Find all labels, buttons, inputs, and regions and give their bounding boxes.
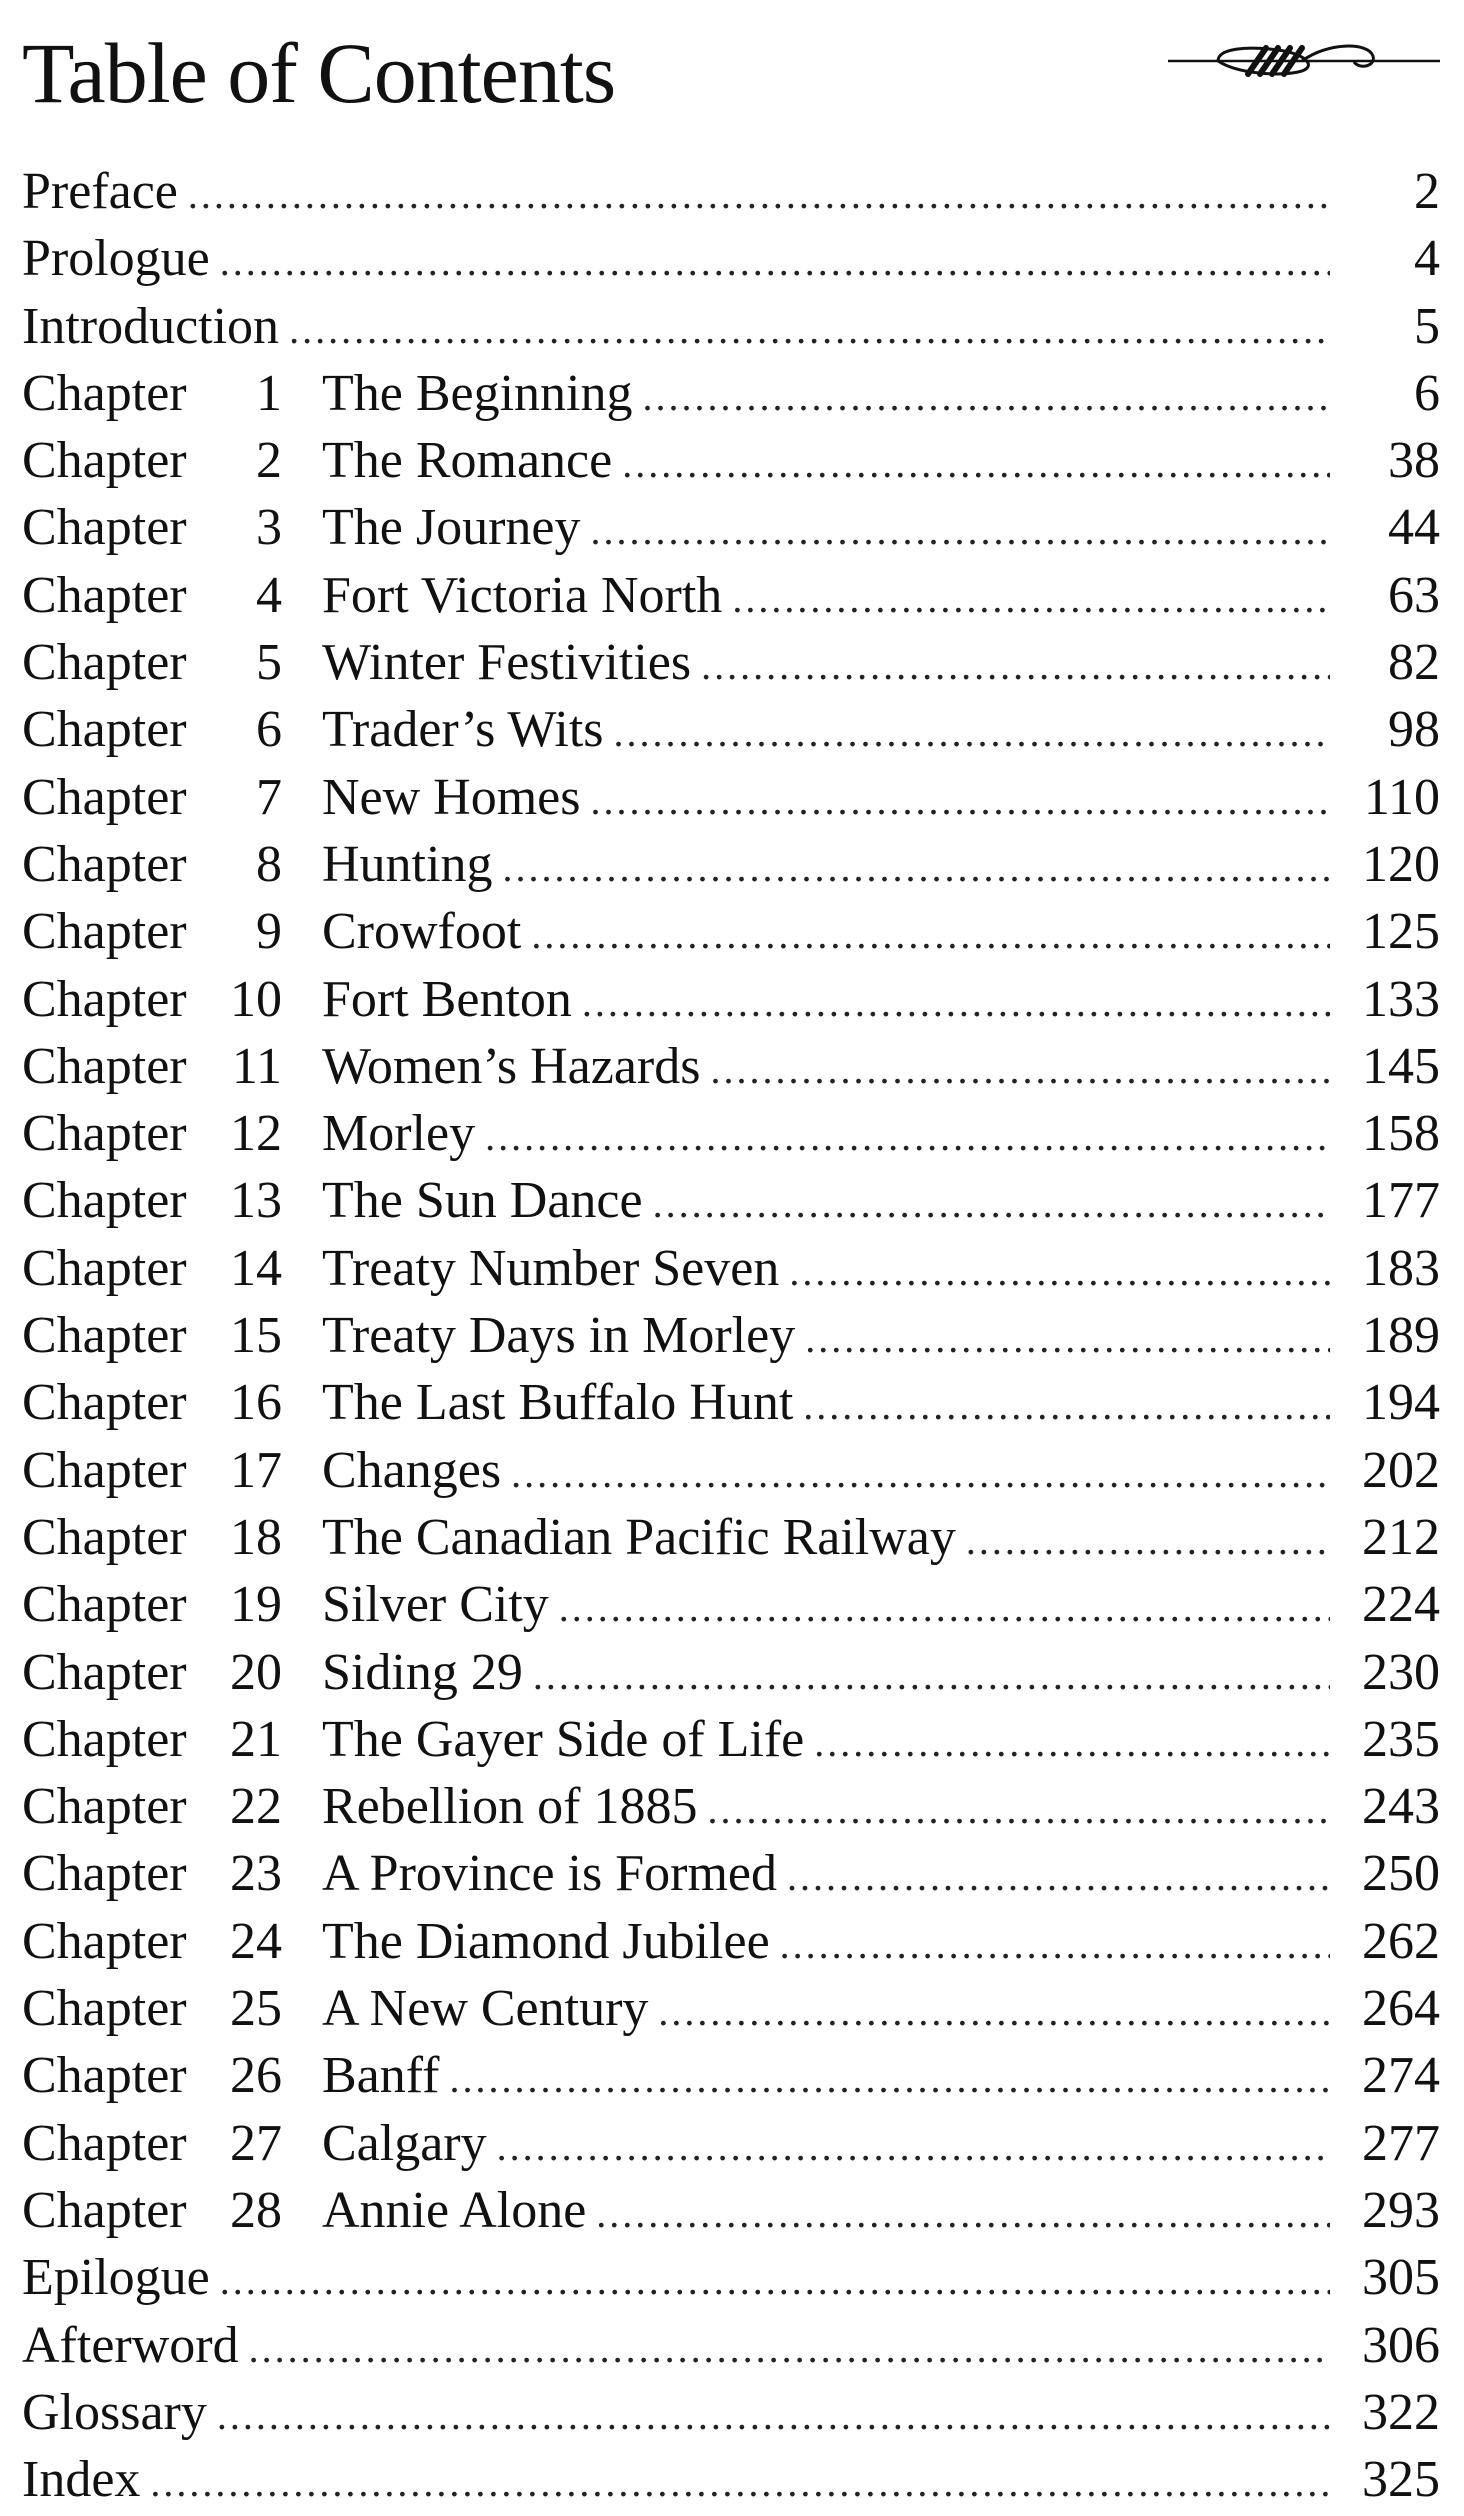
toc-entry (22, 1706, 1440, 1773)
toc-entry (22, 494, 1440, 561)
toc-entry (22, 360, 1440, 427)
dot-leader (966, 1507, 1330, 1574)
entry-title: The Sun Dance (322, 1172, 643, 1230)
chapter-word: Chapter (22, 2047, 187, 2105)
entry-title: Treaty Days in Morley (322, 1307, 796, 1365)
toc-list (22, 158, 1440, 2513)
page-number: 38 (1388, 432, 1440, 490)
chapter-label (22, 427, 322, 494)
entry-title: Hunting (322, 835, 493, 893)
toc-entry (22, 2244, 1440, 2311)
chapter-number: 1 (256, 364, 282, 422)
entry-title: Rebellion of 1885 (322, 1778, 698, 1836)
chapter-word: Chapter (22, 1508, 187, 1566)
dot-leader (220, 2247, 1330, 2314)
page-number: 224 (1362, 1576, 1440, 1634)
chapter-number: 9 (256, 903, 282, 961)
chapter-number: 21 (230, 1710, 282, 1768)
entry-title: Siding 29 (322, 1643, 523, 1701)
chapter-word: Chapter (22, 768, 187, 826)
entry-title: Calgary (322, 2114, 487, 2172)
dot-leader (653, 1170, 1330, 1237)
dot-leader (732, 565, 1330, 632)
page-number: 325 (1362, 2451, 1440, 2509)
entry-title: Morley (322, 1105, 476, 1163)
entry-title: Fort Victoria North (322, 566, 723, 624)
chapter-label (22, 360, 322, 427)
chapter-word: Chapter (22, 701, 187, 759)
chapter-number: 20 (230, 1643, 282, 1701)
chapter-label (22, 1100, 322, 1167)
dot-leader (803, 1372, 1330, 1439)
chapter-label (22, 1975, 322, 2042)
entry-title: Epilogue (22, 2249, 210, 2307)
dot-leader (701, 632, 1330, 699)
toc-entry (22, 1302, 1440, 1369)
dot-leader (497, 2113, 1330, 2180)
entry-title: Treaty Number Seven (322, 1239, 780, 1297)
chapter-word: Chapter (22, 1037, 187, 1095)
chapter-word: Chapter (22, 1441, 187, 1499)
entry-title: Fort Benton (322, 970, 572, 1028)
entry-title: The Romance (322, 432, 613, 490)
toc-entry (22, 562, 1440, 629)
page-title: Table of Contents (22, 25, 616, 121)
entry-title: Banff (322, 2047, 440, 2105)
dot-leader (643, 363, 1330, 430)
chapter-label (22, 2177, 322, 2244)
toc-entry (22, 966, 1440, 1033)
toc-page (22, 0, 1440, 2509)
entry-title: Annie Alone (322, 2181, 587, 2239)
chapter-number: 8 (256, 835, 282, 893)
page-number: 2 (1414, 163, 1440, 220)
chapter-number: 23 (230, 1845, 282, 1903)
dot-leader (708, 1776, 1330, 1843)
flourish-ornament-icon (1168, 36, 1440, 86)
chapter-number: 16 (230, 1374, 282, 1432)
toc-entry (22, 1369, 1440, 1436)
chapter-number: 3 (256, 499, 282, 557)
chapter-label (22, 1504, 322, 1571)
chapter-word: Chapter (22, 1845, 187, 1903)
chapter-label (22, 1773, 322, 1840)
dot-leader (582, 969, 1330, 1036)
chapter-label (22, 898, 322, 965)
dot-leader (531, 901, 1330, 968)
dot-leader (590, 497, 1330, 564)
toc-entry (22, 225, 1440, 292)
chapter-number: 22 (230, 1778, 282, 1836)
page-number: 262 (1362, 1912, 1440, 1970)
page-number: 230 (1362, 1643, 1440, 1701)
chapter-number: 13 (230, 1172, 282, 1230)
dot-leader (789, 1238, 1330, 1305)
dot-leader (658, 1978, 1330, 2045)
chapter-word: Chapter (22, 364, 187, 422)
chapter-number: 28 (230, 2181, 282, 2239)
chapter-label (22, 629, 322, 696)
chapter-word: Chapter (22, 1374, 187, 1432)
page-number: 98 (1388, 701, 1440, 759)
chapter-label (22, 696, 322, 763)
entry-title: Preface (22, 163, 178, 220)
toc-entry (22, 293, 1440, 360)
chapter-number: 15 (230, 1307, 282, 1365)
chapter-word: Chapter (22, 2181, 187, 2239)
chapter-number: 18 (230, 1508, 282, 1566)
page-number: 194 (1362, 1374, 1440, 1432)
toc-entry (22, 427, 1440, 494)
page-number: 120 (1362, 835, 1440, 893)
entry-title: Crowfoot (322, 903, 522, 961)
entry-title: Introduction (22, 297, 280, 355)
chapter-word: Chapter (22, 1710, 187, 1768)
chapter-word: Chapter (22, 1980, 187, 2038)
dot-leader (502, 834, 1330, 901)
dot-leader (533, 1642, 1330, 1709)
page-number: 145 (1362, 1037, 1440, 1095)
page-number: 243 (1362, 1778, 1440, 1836)
chapter-label (22, 764, 322, 831)
chapter-label (22, 1706, 322, 1773)
chapter-word: Chapter (22, 1912, 187, 1970)
dot-leader (596, 2180, 1330, 2247)
dot-leader (591, 767, 1330, 834)
chapter-word: Chapter (22, 634, 187, 692)
dot-leader (449, 2045, 1330, 2112)
page-number: 212 (1362, 1508, 1440, 1566)
page-number: 133 (1362, 970, 1440, 1028)
entry-title: Glossary (22, 2383, 207, 2441)
chapter-word: Chapter (22, 1643, 187, 1701)
toc-entry (22, 2042, 1440, 2109)
page-number: 277 (1362, 2114, 1440, 2172)
chapter-number: 19 (230, 1576, 282, 1634)
chapter-word: Chapter (22, 1172, 187, 1230)
page-number: 4 (1414, 230, 1440, 288)
toc-entry (22, 1504, 1440, 1571)
chapter-word: Chapter (22, 1307, 187, 1365)
chapter-number: 6 (256, 701, 282, 759)
toc-entry (22, 1908, 1440, 1975)
entry-title: The Canadian Pacific Railway (322, 1508, 956, 1566)
toc-entry (22, 1840, 1440, 1907)
entry-title: Afterword (22, 2316, 239, 2374)
toc-entry (22, 2446, 1440, 2513)
page-number: 183 (1362, 1239, 1440, 1297)
entry-title: A Province is Formed (322, 1845, 777, 1903)
toc-entry (22, 696, 1440, 763)
page-number: 264 (1362, 1980, 1440, 2038)
chapter-label (22, 1908, 322, 1975)
page-number: 5 (1414, 297, 1440, 355)
dot-leader (614, 699, 1330, 766)
dot-leader (150, 2449, 1330, 2516)
page-number: 110 (1363, 768, 1440, 826)
entry-title: The Diamond Jubilee (322, 1912, 770, 1970)
page-number: 293 (1362, 2181, 1440, 2239)
chapter-number: 5 (256, 634, 282, 692)
dot-leader (814, 1709, 1330, 1776)
entry-title: Trader’s Wits (322, 701, 604, 759)
toc-entry (22, 1571, 1440, 1638)
chapter-word: Chapter (22, 499, 187, 557)
toc-entry (22, 158, 1440, 225)
chapter-number: 27 (230, 2114, 282, 2172)
entry-title: The Journey (322, 499, 581, 557)
dot-leader (289, 296, 1330, 363)
chapter-label (22, 1639, 322, 1706)
page-number: 235 (1362, 1710, 1440, 1768)
chapter-label (22, 1235, 322, 1302)
page-number: 189 (1362, 1307, 1440, 1365)
toc-entry (22, 1773, 1440, 1840)
entry-title: A New Century (322, 1980, 649, 2038)
dot-leader (188, 161, 1330, 228)
page-number: 177 (1362, 1172, 1440, 1230)
page-number: 125 (1362, 903, 1440, 961)
chapter-word: Chapter (22, 1239, 187, 1297)
chapter-number: 14 (230, 1239, 282, 1297)
chapter-number: 26 (230, 2047, 282, 2105)
chapter-number: 4 (256, 566, 282, 624)
chapter-number: 7 (256, 768, 282, 826)
chapter-number: 17 (230, 1441, 282, 1499)
page-number: 322 (1362, 2383, 1440, 2441)
chapter-word: Chapter (22, 835, 187, 893)
entry-title: Index (22, 2451, 141, 2509)
dot-leader (805, 1305, 1330, 1372)
entry-title: The Gayer Side of Life (322, 1710, 805, 1768)
toc-entry (22, 1975, 1440, 2042)
toc-entry (22, 764, 1440, 831)
page-number: 306 (1362, 2316, 1440, 2374)
chapter-label (22, 1840, 322, 1907)
page-number: 44 (1388, 499, 1440, 557)
chapter-word: Chapter (22, 970, 187, 1028)
chapter-label (22, 494, 322, 561)
dot-leader (780, 1911, 1330, 1978)
chapter-label (22, 1033, 322, 1100)
toc-entry (22, 831, 1440, 898)
dot-leader (559, 1574, 1330, 1641)
chapter-label (22, 2042, 322, 2109)
chapter-number: 10 (230, 970, 282, 1028)
chapter-word: Chapter (22, 1778, 187, 1836)
toc-entry (22, 1235, 1440, 1302)
chapter-word: Chapter (22, 1105, 187, 1163)
entry-title: Women’s Hazards (322, 1037, 701, 1095)
chapter-label (22, 2110, 322, 2177)
chapter-number: 11 (231, 1037, 282, 1095)
dot-leader (485, 1103, 1330, 1170)
toc-entry (22, 629, 1440, 696)
page-number: 305 (1362, 2249, 1440, 2307)
chapter-number: 25 (230, 1980, 282, 2038)
page-number: 250 (1362, 1845, 1440, 1903)
dot-leader (622, 430, 1330, 497)
toc-entry (22, 2379, 1440, 2446)
chapter-label (22, 1369, 322, 1436)
page-number: 82 (1388, 634, 1440, 692)
page-number: 63 (1388, 566, 1440, 624)
entry-title: The Beginning (322, 364, 633, 422)
page-number: 158 (1362, 1105, 1440, 1163)
entry-title: Prologue (22, 230, 210, 288)
toc-entry (22, 1437, 1440, 1504)
entry-title: Silver City (322, 1576, 549, 1634)
dot-leader (511, 1440, 1330, 1507)
toc-entry (22, 1033, 1440, 1100)
chapter-label (22, 831, 322, 898)
entry-title: New Homes (322, 768, 581, 826)
page-number: 202 (1362, 1441, 1440, 1499)
toc-entry (22, 898, 1440, 965)
chapter-number: 12 (230, 1105, 282, 1163)
chapter-label (22, 562, 322, 629)
toc-entry (22, 1167, 1440, 1234)
dot-leader (710, 1036, 1330, 1103)
chapter-word: Chapter (22, 432, 187, 490)
toc-entry (22, 2177, 1440, 2244)
chapter-word: Chapter (22, 1576, 187, 1634)
entry-title: The Last Buffalo Hunt (322, 1374, 794, 1432)
chapter-number: 24 (230, 1912, 282, 1970)
dot-leader (217, 2382, 1330, 2449)
chapter-label (22, 1571, 322, 1638)
page-number: 6 (1414, 364, 1440, 422)
toc-entry (22, 2312, 1440, 2379)
toc-entry (22, 1639, 1440, 1706)
toc-entry (22, 2110, 1440, 2177)
chapter-word: Chapter (22, 2114, 187, 2172)
page-number: 274 (1362, 2047, 1440, 2105)
chapter-label (22, 966, 322, 1033)
dot-leader (249, 2315, 1330, 2382)
chapter-label (22, 1437, 322, 1504)
toc-entry (22, 1100, 1440, 1167)
entry-title: Changes (322, 1441, 502, 1499)
chapter-word: Chapter (22, 903, 187, 961)
chapter-label (22, 1302, 322, 1369)
entry-title: Winter Festivities (322, 634, 692, 692)
chapter-word: Chapter (22, 566, 187, 624)
chapter-number: 2 (256, 432, 282, 490)
dot-leader (787, 1843, 1330, 1910)
chapter-label (22, 1167, 322, 1234)
dot-leader (220, 228, 1330, 295)
